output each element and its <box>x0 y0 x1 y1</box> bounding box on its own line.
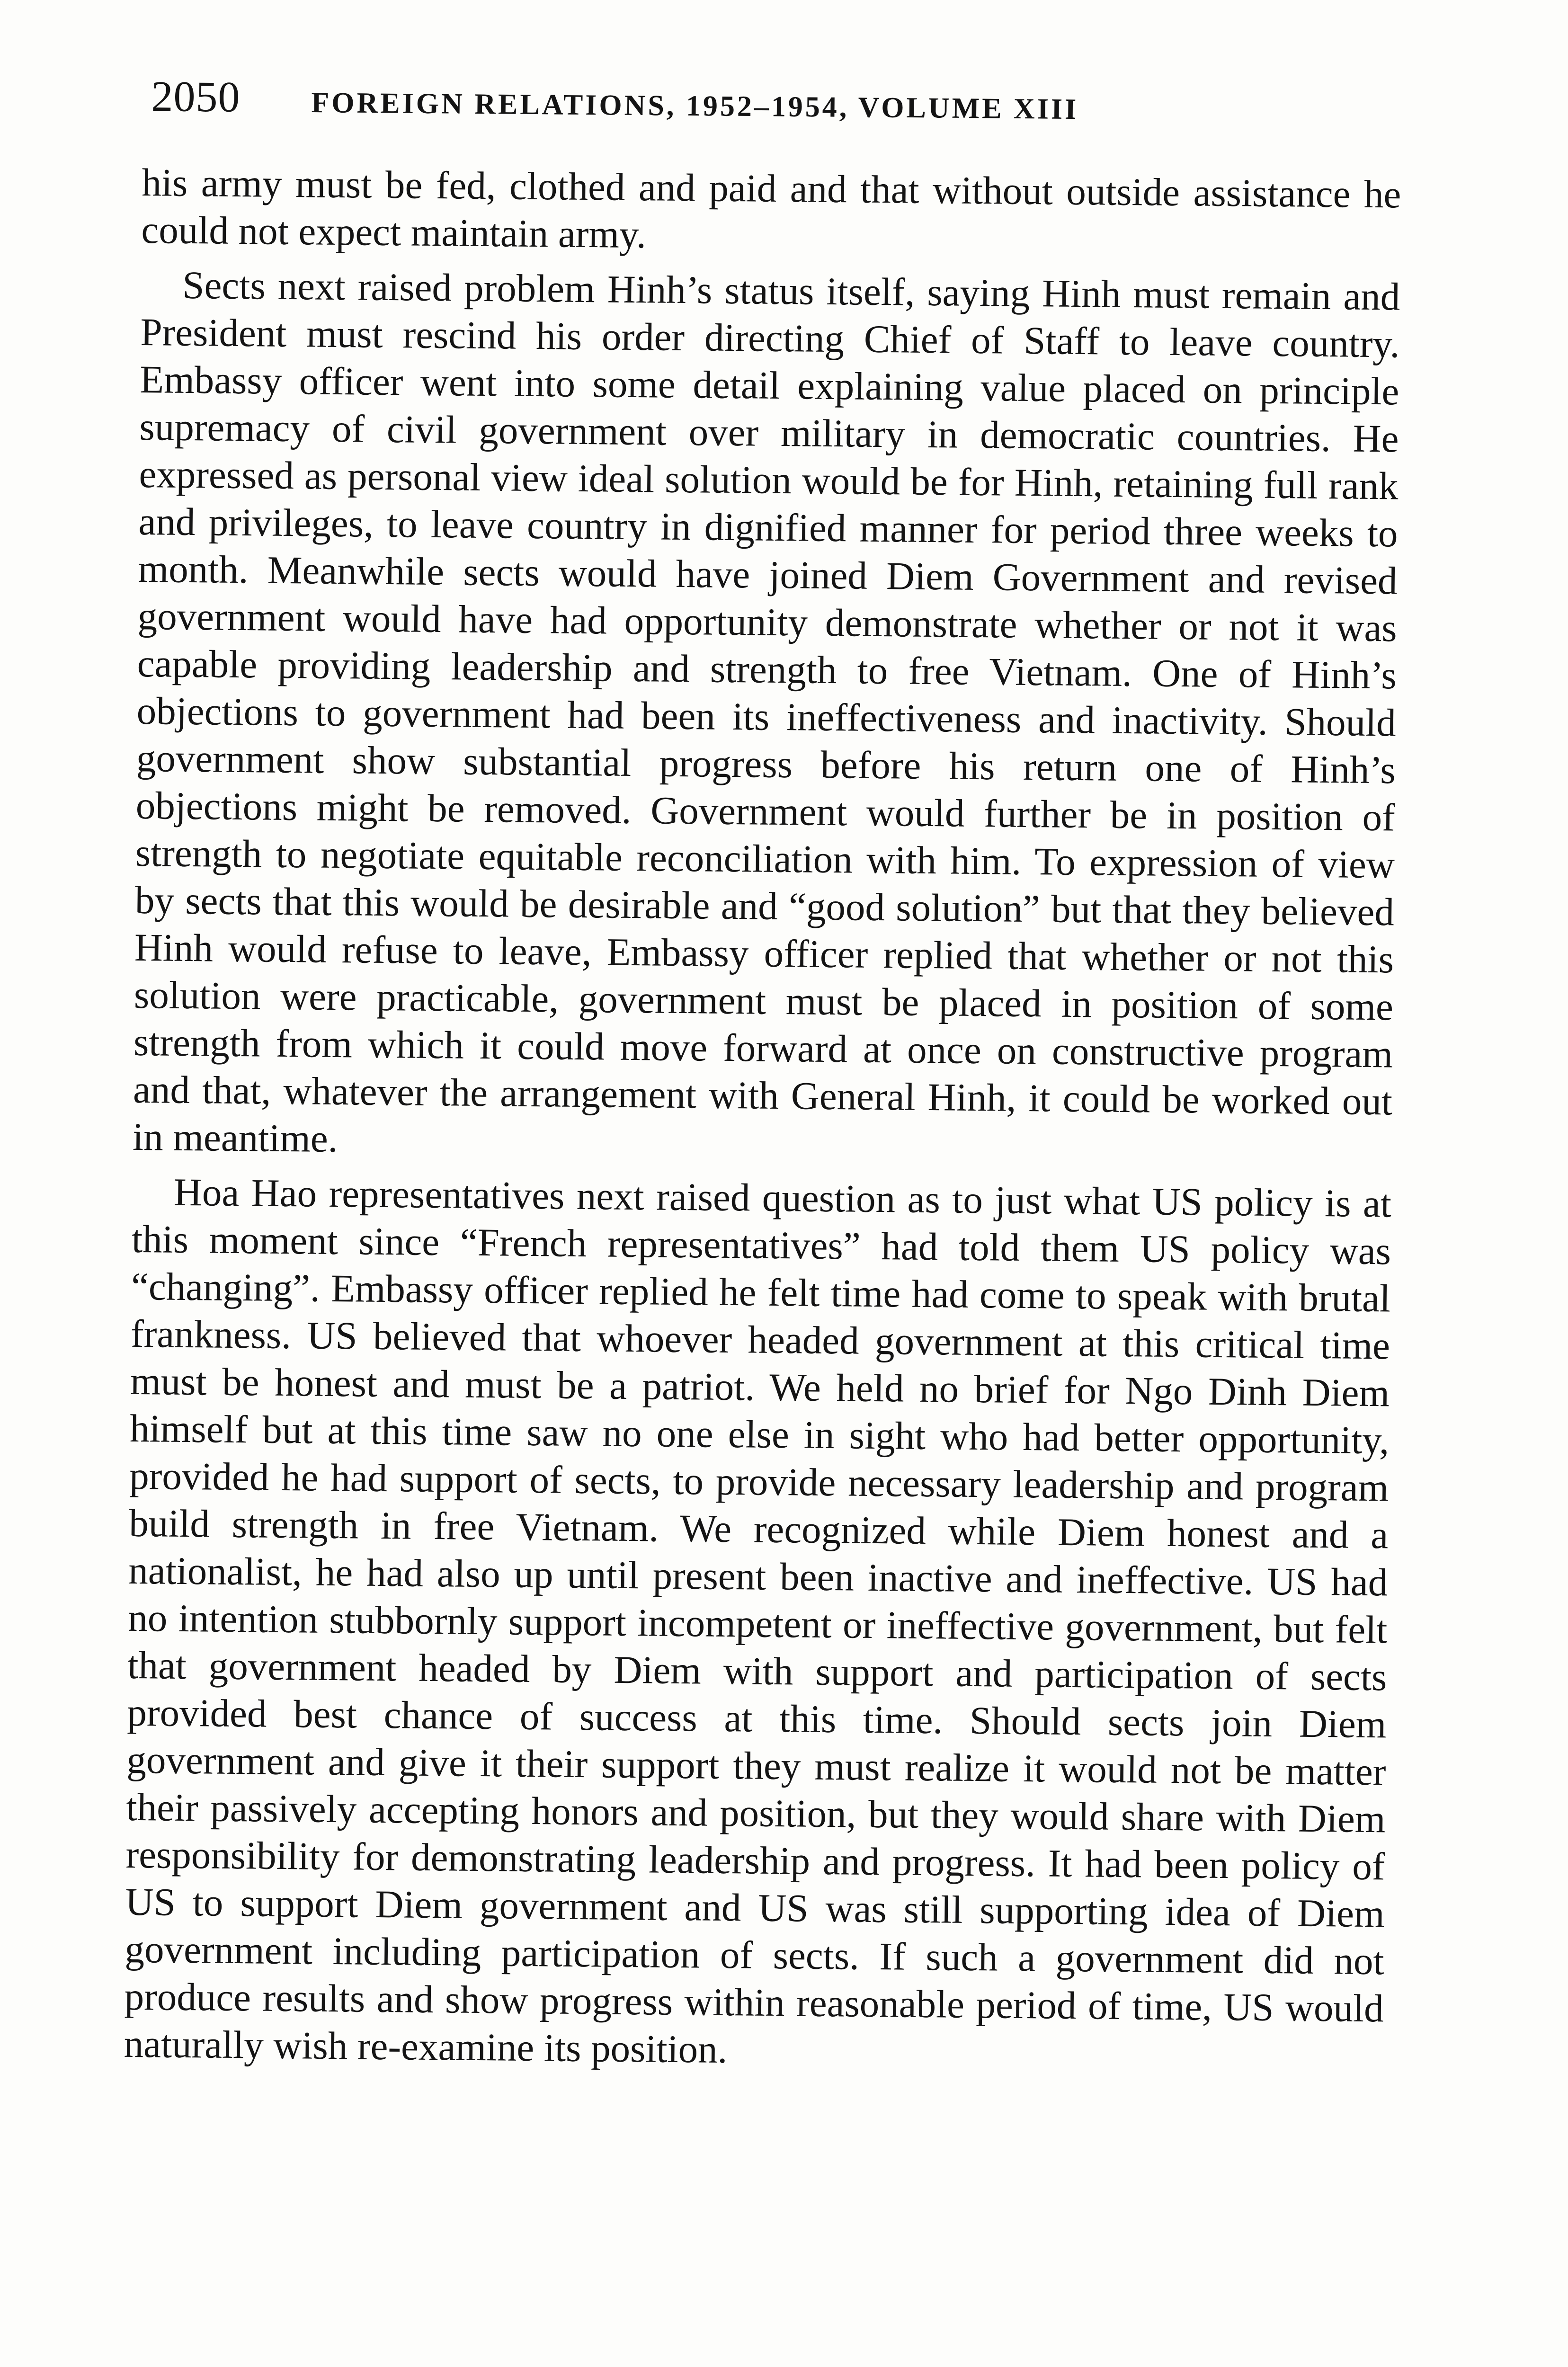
page-number: 2050 <box>151 71 241 121</box>
paragraph-continuation: his army must be fed, clothed and paid and that without outside assistance he could not expect maintain army. <box>141 160 1401 257</box>
running-title: FOREIGN RELATIONS, 1952–1954, VOLUME XIII <box>311 86 1079 126</box>
body-text <box>124 159 1401 2079</box>
page-header <box>151 71 1420 139</box>
paragraph-hoa-hao-us-policy: Hoa Hao representatives next raised question as to just what US policy is at this moment since “French representatives” had told them US policy was “changing”. Embassy officer replied he felt time had come to speak with brutal frankness. US believed that whoever headed government at this critical time must be honest and must be a patriot. We held no brief for Ngo Dinh Diem himself but at this time saw no one else in sight who had better opportunity, provided he had support of sects, to provide necessary leadership and program build strength in free Vietnam. We recognized while Diem honest and a nationalist, he had also up until present been inactive and ineffective. US had no intention stubbornly support incompetent or ineffective government, but felt that government headed by Diem with support and participation of sects provided best chance of success at this time. Should sects join Diem government and give it their support they must realize it would not be matter their passively accepting honors and position, but they would share with Diem responsibility for demonstrating leadership and progress. It had been policy of US to support Diem government and US was still supporting idea of Diem government including participation of sects. If such a government did not produce results and show progress within reasonable period of time, US would naturally wish re-examine its position. <box>124 1170 1392 2072</box>
paragraph-sects-hinh-status: Sects next raised problem Hinh’s status itself, saying Hinh must remain and President must rescind his order directing Chief of Staff to leave country. Embassy officer went into some detail explaining value placed on principle supremacy of civil government over military in democratic countries. He expressed as personal view ideal solution would be for Hinh, retaining full rank and privileges, to leave country in dignified manner for period three weeks to month. Meanwhile sects would have joined Diem Government and revised government would have had opportunity demonstrate whether or not it was capable providing leadership and strength to free Vietnam. One of Hinh’s objections to government had been its ineffectiveness and inactivity. Should government show substantial progress before his return one of Hinh’s objections might be removed. Government would further be in position of strength to negotiate equitable reconciliation with him. To expression of view by sects that this would be desirable and “good solution” but that they believed Hinh would refuse to leave, Embassy officer replied that whether or not this solution were practicable, government must be placed in position of some strength from which it could move forward at once on constructive program and that, whatever the arrangement with General Hinh, it could be worked out in meantime. <box>132 263 1400 1161</box>
